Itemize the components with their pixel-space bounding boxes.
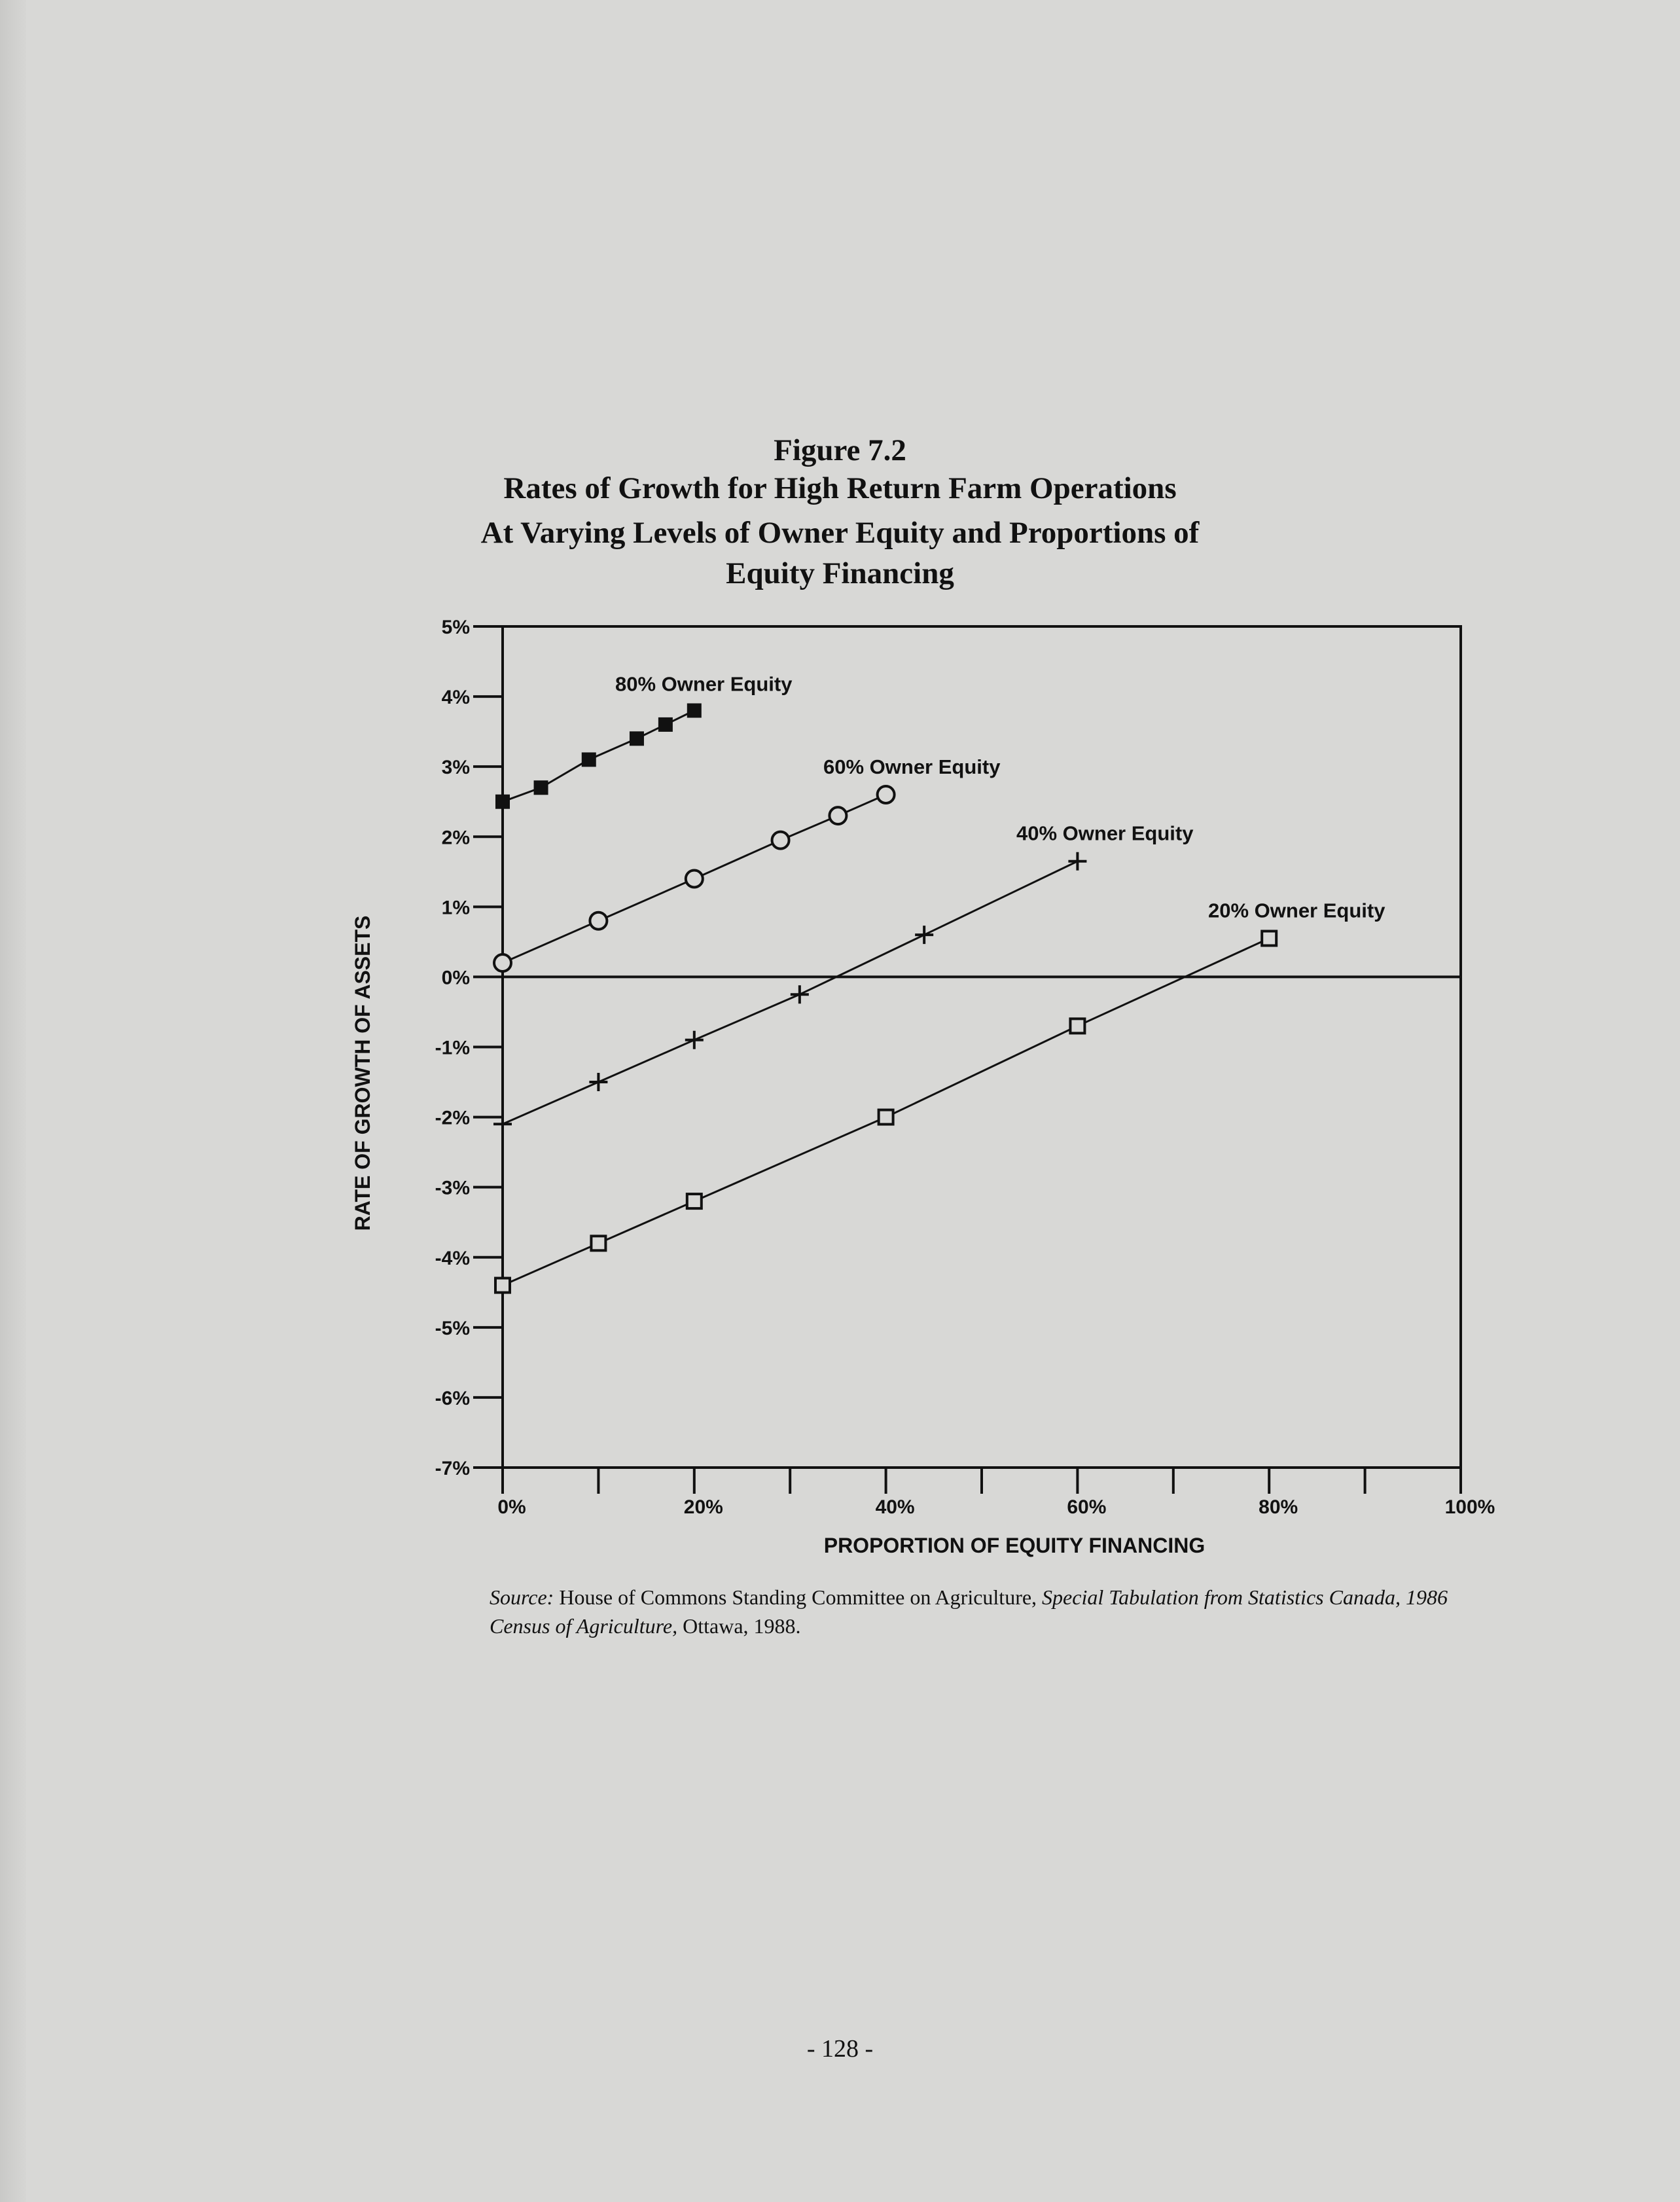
x-tick-label: 60% [1067, 1496, 1107, 1518]
figure-title-line-3: Equity Financing [726, 556, 954, 590]
plot-border [503, 626, 1461, 1468]
y-tick-label: -7% [435, 1458, 470, 1479]
data-point-circle [686, 871, 703, 888]
source-text-plain-2: Ottawa, 1988. [683, 1614, 801, 1638]
data-point-open-square [687, 1194, 702, 1208]
data-point-circle [829, 807, 846, 824]
data-point-plus [915, 926, 933, 944]
y-tick-label: -2% [435, 1107, 470, 1129]
data-point-circle [772, 832, 789, 849]
data-point-plus [1068, 852, 1086, 871]
x-tick-label: 80% [1259, 1496, 1298, 1518]
y-axis-title: RATE OF GROWTH OF ASSETS [351, 915, 374, 1231]
y-tick-label: -6% [435, 1387, 470, 1409]
x-tick-label: 100% [1444, 1496, 1495, 1518]
data-point-circle [590, 912, 607, 930]
y-tick-label: 0% [441, 967, 470, 989]
series-4 [495, 899, 1385, 1293]
data-point-filled-square [534, 780, 548, 795]
y-tick-label: 1% [441, 897, 470, 919]
data-point-circle [878, 786, 895, 803]
series-label: 80% Owner Equity [615, 672, 793, 696]
data-point-open-square [1070, 1019, 1084, 1033]
x-tick-label: 0% [497, 1496, 526, 1518]
source-text-italic-1: Special Tabulation from Statistics Canada, 1986 Census of Agriculture, [490, 1585, 1448, 1638]
figure-title-line-2: At Varying Levels of Owner Equity and Proportions of [480, 516, 1200, 550]
figure-title-line-1: Rates of Growth for High Return Farm Operations [503, 471, 1177, 505]
y-tick-label: -1% [435, 1037, 470, 1059]
series-label: 20% Owner Equity [1208, 899, 1385, 922]
data-point-open-square [495, 1278, 510, 1293]
data-point-filled-square [658, 717, 673, 732]
source-citation [490, 1583, 1484, 1640]
series-label: 60% Owner Equity [823, 755, 1001, 778]
data-point-plus [589, 1073, 607, 1091]
axis-ticks [435, 617, 1495, 1518]
y-tick-label: 4% [441, 687, 470, 709]
data-point-open-square [591, 1236, 605, 1250]
series-line [503, 861, 1077, 1125]
x-tick-label: 40% [875, 1496, 915, 1518]
x-tick-label: 20% [683, 1496, 723, 1518]
data-point-circle [494, 954, 511, 971]
y-tick-label: 5% [441, 617, 470, 638]
y-tick-label: 2% [441, 827, 470, 849]
y-tick-label: -5% [435, 1317, 470, 1339]
page-number: - 128 - [806, 2035, 874, 2063]
series-1 [495, 673, 793, 809]
source-label: Source: [490, 1585, 554, 1609]
figure-number: Figure 7.2 [774, 433, 906, 467]
data-point-filled-square [495, 795, 510, 809]
data-point-filled-square [582, 752, 596, 767]
data-point-filled-square [630, 731, 644, 746]
y-tick-label: 3% [441, 757, 470, 779]
x-axis-title: PROPORTION OF EQUITY FINANCING [823, 1534, 1206, 1557]
source-text-plain-1: House of Commons Standing Committee on Agriculture, [559, 1585, 1037, 1609]
series-label: 40% Owner Equity [1016, 821, 1194, 845]
y-tick-label: -4% [435, 1247, 470, 1269]
y-tick-label: -3% [435, 1177, 470, 1199]
data-point-open-square [879, 1110, 893, 1125]
plot-frame [503, 626, 1461, 1468]
data-point-plus [791, 985, 809, 1003]
data-point-open-square [1262, 931, 1276, 946]
data-point-filled-square [687, 704, 702, 718]
series-layer [493, 673, 1385, 1293]
data-point-plus [685, 1031, 704, 1049]
